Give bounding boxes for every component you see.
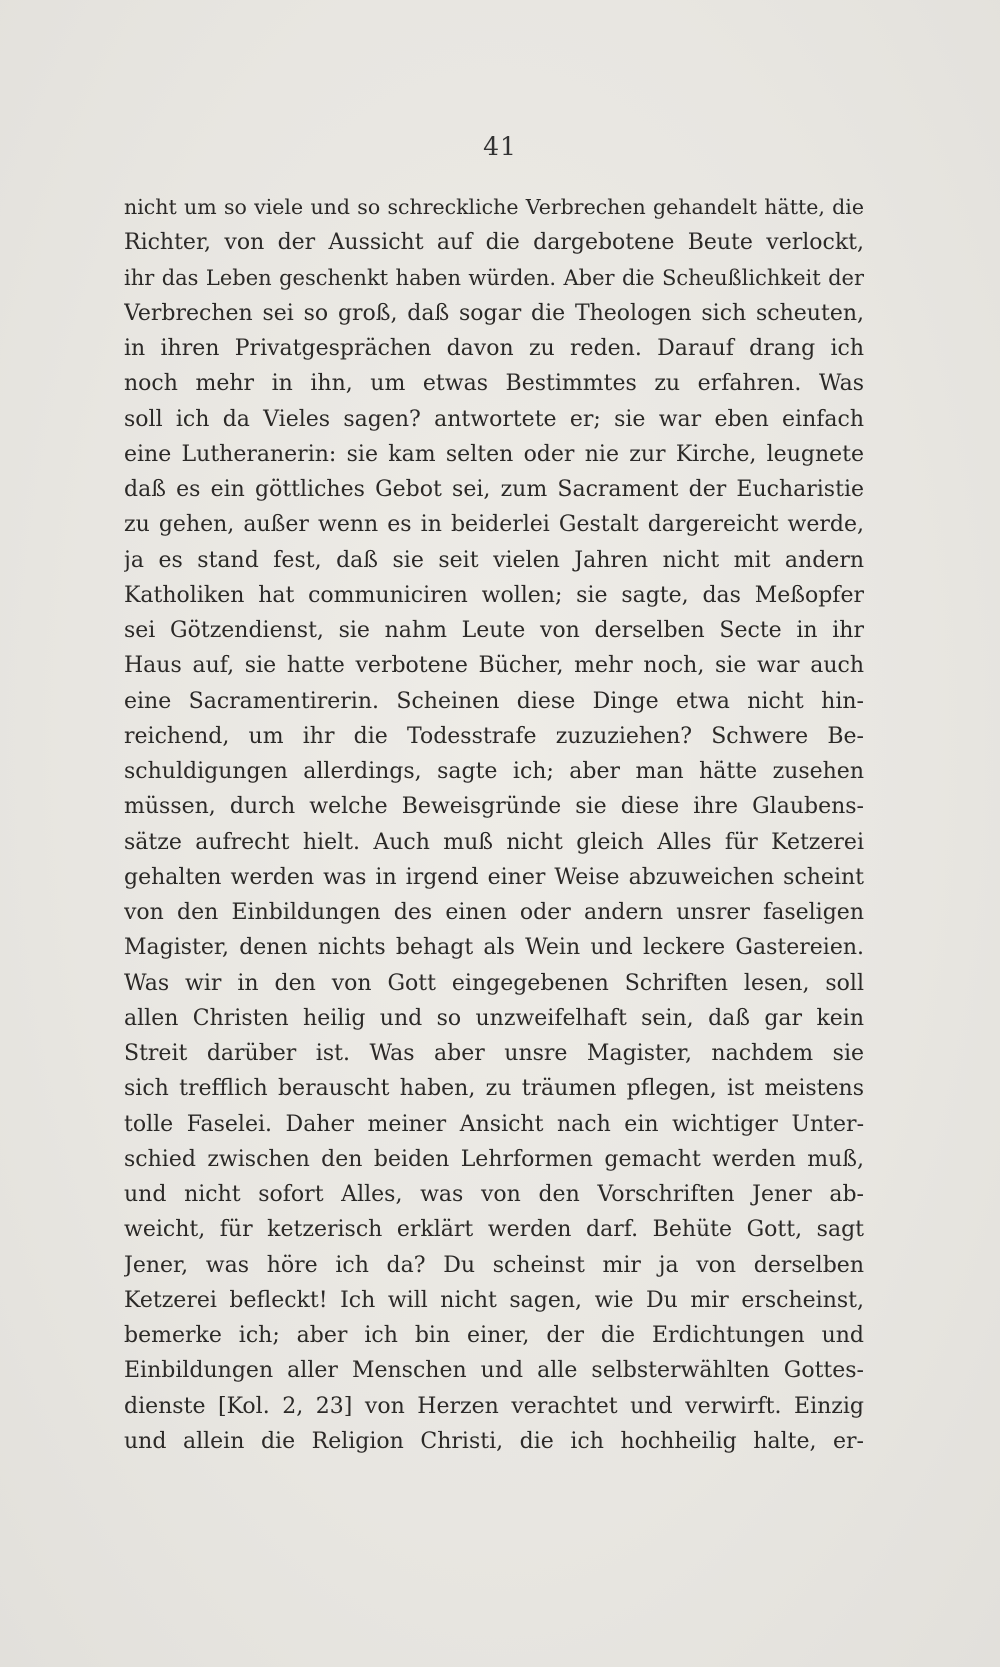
text-line: ja es stand fest, daß sie seit vielen Jahren nicht mit andern bbox=[124, 547, 864, 573]
text-line: sätze aufrecht hielt. Auch muß nicht gleich Alles für Ketzerei bbox=[124, 829, 864, 855]
body-text bbox=[124, 190, 864, 1459]
text-line: reichend, um ihr die Todesstrafe zuzuziehen? Schwere Be- bbox=[124, 723, 864, 749]
text-line: und nicht sofort Alles, was von den Vorschriften Jener ab- bbox=[124, 1182, 864, 1207]
text-line: Katholiken hat communiciren wollen; sie sagte, das Meßopfer bbox=[124, 582, 864, 608]
text-line: Jener, was höre ich da? Du scheinst mir ja von derselben bbox=[124, 1252, 864, 1278]
text-line: Streit darüber ist. Was aber unsre Magister, nachdem sie bbox=[124, 1041, 864, 1066]
text-line: müssen, durch welche Beweisgründe sie diese ihre Glaubens- bbox=[124, 794, 864, 820]
text-line: Einbildungen aller Menschen und alle selbsterwählten Gottes- bbox=[124, 1358, 864, 1384]
text-line: und allein die Religion Christi, die ich hochheilig halte, er- bbox=[124, 1428, 864, 1454]
text-line: eine Sacramentirerin. Scheinen diese Dinge etwa nicht hin- bbox=[124, 688, 864, 714]
text-line: Richter, von der Aussicht auf die dargebotene Beute verlockt, bbox=[124, 230, 864, 256]
text-line: zu gehen, außer wenn es in beiderlei Gestalt dargereicht werde, bbox=[124, 512, 864, 538]
text-line: Verbrechen sei so groß, daß sogar die Theologen sich scheuten, bbox=[124, 300, 864, 326]
text-line: sei Götzendienst, sie nahm Leute von derselben Secte in ihr bbox=[124, 618, 864, 643]
text-line: schied zwischen den beiden Lehrformen gemacht werden muß, bbox=[124, 1146, 864, 1172]
text-line: von den Einbildungen des einen oder andern unsrer faseligen bbox=[124, 900, 864, 925]
text-line: eine Lutheranerin: sie kam selten oder nie zur Kirche, leugnete bbox=[124, 441, 864, 467]
text-line: weicht, für ketzerisch erklärt werden darf. Behüte Gott, sagt bbox=[124, 1217, 864, 1243]
text-line: ihr das Leben geschenkt haben würden. Aber die Scheußlichkeit der bbox=[124, 265, 864, 290]
text-line: Ketzerei befleckt! Ich will nicht sagen, wie Du mir erscheinst, bbox=[124, 1287, 864, 1313]
text-line: daß es ein göttliches Gebot sei, zum Sacrament der Eucharistie bbox=[124, 477, 864, 502]
text-line: tolle Faselei. Daher meiner Ansicht nach ein wichtiger Unter- bbox=[124, 1111, 864, 1137]
text-line: in ihren Privatgesprächen davon zu reden. Darauf drang ich bbox=[124, 336, 864, 361]
text-line: nicht um so viele und so schreckliche Verbrechen gehandelt hätte, die bbox=[124, 195, 864, 219]
text-line: dienste [Kol. 2, 23] von Herzen verachtet und verwirft. Einzig bbox=[124, 1393, 864, 1419]
text-line: sich trefflich berauscht haben, zu träumen pflegen, ist meistens bbox=[124, 1076, 864, 1102]
text-line: noch mehr in ihn, um etwas Bestimmtes zu erfahren. Was bbox=[124, 371, 864, 397]
text-line: schuldigungen allerdings, sagte ich; aber man hätte zusehen bbox=[124, 759, 864, 784]
text-line: Was wir in den von Gott eingegebenen Schriften lesen, soll bbox=[124, 970, 864, 996]
text-line: allen Christen heilig und so unzweifelhaft sein, daß gar kein bbox=[124, 1005, 864, 1031]
text-line: soll ich da Vieles sagen? antwortete er; sie war eben einfach bbox=[124, 406, 864, 432]
page-number: 41 bbox=[483, 132, 517, 161]
text-line: Magister, denen nichts behagt als Wein und leckere Gastereien. bbox=[124, 935, 864, 961]
text-line: gehalten werden was in irgend einer Weise abzuweichen scheint bbox=[124, 864, 864, 890]
text-line: bemerke ich; aber ich bin einer, der die Erdichtungen und bbox=[124, 1323, 864, 1348]
text-line: Haus auf, sie hatte verbotene Bücher, mehr noch, sie war auch bbox=[124, 653, 864, 679]
